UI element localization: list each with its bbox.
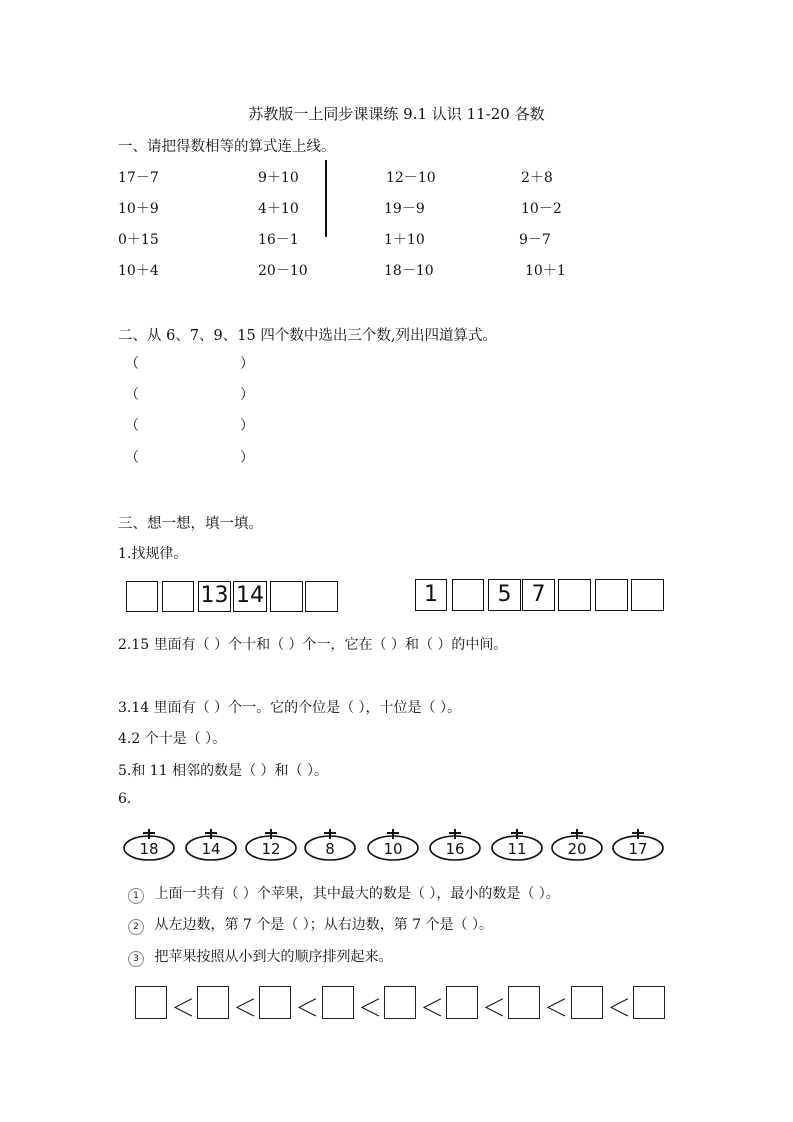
sub-question-1 (128, 883, 560, 904)
sub-text-3: 把苹果按照从小到大的顺序排列起来。 (154, 949, 393, 965)
seq2-box-2[interactable] (452, 579, 484, 611)
order-box-3[interactable] (259, 986, 291, 1019)
less-than-3: ＜ (295, 994, 319, 1022)
section1-heading: 一、请把得数相等的算式连上线。 (118, 139, 336, 155)
apple-number: 16 (445, 840, 465, 858)
apple-icon (365, 825, 421, 863)
apple-icon (427, 825, 483, 863)
sub-question-2 (128, 914, 493, 935)
seq2-box-3: 5 (488, 579, 521, 611)
seq1-box-1[interactable] (126, 581, 158, 612)
apple-number: 11 (507, 840, 527, 858)
apple-icon (121, 825, 177, 863)
expr-left2-0: 9＋10 (258, 170, 299, 186)
blank-open-1: （ (125, 356, 139, 372)
blank-close-2: ） (240, 387, 254, 403)
less-than-5: ＜ (420, 994, 444, 1022)
apple-icon (302, 825, 358, 863)
sub-number-1: 1 (128, 888, 144, 904)
expr-right1-3: 18－10 (384, 263, 434, 279)
expr-right2-2: 9－7 (519, 232, 551, 248)
seq2-box-1: 1 (415, 579, 447, 611)
apple-number: 20 (567, 840, 587, 858)
section3-heading: 三、想一想，填一填。 (118, 516, 263, 532)
seq1-box-5[interactable] (270, 581, 303, 612)
apple-number: 8 (325, 840, 335, 858)
q4-text: 4.2 个十是（ ）。 (118, 731, 227, 747)
q3-text: 3.14 里面有（ ）个一。它的个位是（ ），十位是（ ）。 (118, 700, 461, 716)
blank-open-2: （ (125, 387, 139, 403)
less-than-2: ＜ (233, 994, 257, 1022)
order-box-2[interactable] (197, 986, 229, 1019)
apple-icon (243, 825, 299, 863)
blank-close-4: ） (240, 450, 254, 466)
order-box-4[interactable] (322, 986, 354, 1019)
expr-right1-1: 19－9 (384, 201, 425, 217)
seq2-box-4: 7 (522, 579, 555, 611)
order-box-8[interactable] (571, 986, 603, 1019)
expr-right2-1: 10－2 (521, 201, 562, 217)
blank-close-1: ） (240, 356, 254, 372)
q6-text: 6. (118, 791, 132, 807)
seq1-box-3: 13 (198, 581, 231, 612)
less-than-7: ＜ (544, 994, 568, 1022)
q5-text: 5.和 11 相邻的数是（ ）和（ ）。 (118, 763, 328, 779)
expr-right2-0: 2＋8 (521, 170, 553, 186)
order-box-6[interactable] (446, 986, 478, 1019)
sub-question-3 (128, 946, 392, 967)
apple-number: 14 (201, 840, 221, 858)
order-box-9[interactable] (633, 986, 665, 1019)
apple-number: 17 (628, 840, 648, 858)
blank-close-3: ） (240, 418, 254, 434)
expr-left1-0: 17－7 (118, 170, 159, 186)
expr-right2-3: 10＋1 (525, 263, 566, 279)
expr-left1-1: 10＋9 (118, 201, 159, 217)
q1-text: 1.找规律。 (118, 546, 188, 562)
apple-number: 18 (139, 840, 159, 858)
q2-text: 2.15 里面有（ ）个十和（ ）个一，它在（ ）和（ ）的中间。 (118, 637, 508, 653)
less-than-6: ＜ (482, 994, 506, 1022)
seq2-box-5[interactable] (558, 579, 591, 611)
less-than-1: ＜ (171, 994, 195, 1022)
less-than-8: ＜ (607, 994, 631, 1022)
sub-text-1: 上面一共有（ ）个苹果，其中最大的数是（ ），最小的数是（ ）。 (154, 886, 560, 902)
expr-left2-1: 4＋10 (258, 201, 299, 217)
apple-icon (183, 825, 239, 863)
expr-right1-2: 1＋10 (384, 232, 425, 248)
section2-heading: 二、从 6、7、9、15 四个数中选出三个数,列出四道算式。 (118, 328, 497, 344)
expr-left2-2: 16－1 (258, 232, 299, 248)
expr-left1-3: 10＋4 (118, 263, 159, 279)
blank-open-4: （ (125, 450, 139, 466)
seq1-box-6[interactable] (305, 581, 338, 612)
seq2-box-6[interactable] (595, 579, 628, 611)
expr-right1-0: 12－10 (386, 170, 436, 186)
sub-number-2: 2 (128, 919, 144, 935)
divider-line (325, 160, 327, 237)
blank-open-3: （ (125, 418, 139, 434)
apple-icon (489, 825, 545, 863)
sub-text-2: 从左边数，第 7 个是（ ）；从右边数，第 7 个是（ ）。 (154, 917, 493, 933)
less-than-4: ＜ (358, 994, 382, 1022)
seq2-box-7[interactable] (631, 579, 664, 611)
expr-left1-2: 0＋15 (118, 232, 159, 248)
order-box-1[interactable] (135, 986, 167, 1019)
expr-left2-3: 20－10 (258, 263, 308, 279)
order-box-5[interactable] (384, 986, 416, 1019)
seq1-box-2[interactable] (162, 581, 194, 612)
apple-number: 10 (383, 840, 403, 858)
page-title: 苏教版一上同步课课练 9.1 认识 11-20 各数 (248, 105, 545, 123)
seq1-box-4: 14 (233, 581, 267, 612)
apple-icon (610, 825, 666, 863)
apple-number: 12 (261, 840, 281, 858)
sub-number-3: 3 (128, 951, 144, 967)
order-box-7[interactable] (508, 986, 540, 1019)
apple-icon (549, 825, 605, 863)
